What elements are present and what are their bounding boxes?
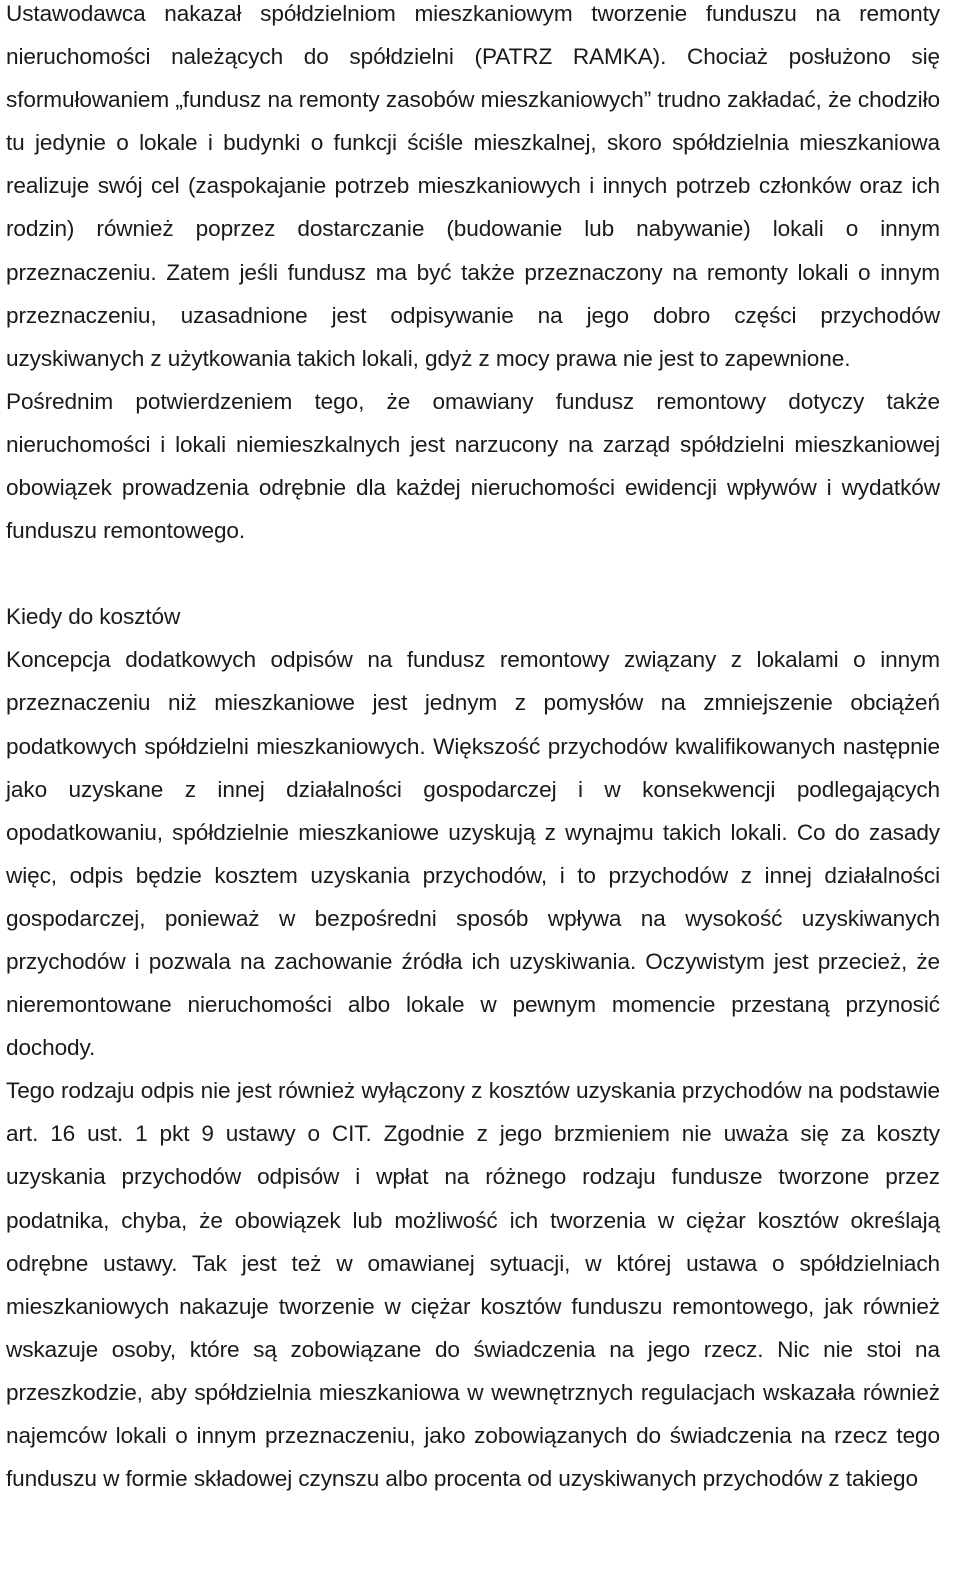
- section-gap: [6, 552, 940, 595]
- document-body: [6, 0, 940, 1500]
- paragraph-cit-exclusion: Tego rodzaju odpis nie jest również wyłączony z kosztów uzyskania przychodów na podstawie art. 16 ust. 1 pkt 9 ustawy o CIT. Zgodnie z jego brzmieniem nie uważa się za koszty uzyskania przychodów odpisów i wpłat na różnego rodzaju fundusze tworzone przez podatnika, chyba, że obowiązek lub możliwość ich tworzenia w ciężar kosztów określają odrębne ustawy. Tak jest też w omawianej sytuacji, w której ustawa o spółdzielniach mieszkaniowych nakazuje tworzenie w ciężar kosztów funduszu remontowego, jak również wskazuje osoby, które są zobowiązane do świadczenia na jego rzecz. Nic nie stoi na przeszkodzie, aby spółdzielnia mieszkaniowa w wewnętrznych regulacjach wskazała również najemców lokali o innym przeznaczeniu, jako zobowiązanych do świadczenia na rzecz tego funduszu w formie składowej czynszu albo procenta od uzyskiwanych przychodów z takiego: [6, 1078, 940, 1492]
- section-heading: Kiedy do kosztów: [6, 604, 181, 630]
- paragraph-tax-concept: Koncepcja dodatkowych odpisów na fundusz remontowy związany z lokalami o innym przeznaczeniu niż mieszkaniowe jest jednym z pomysłów na zmniejszenie obciążeń podatkowych spółdzielni mieszkaniowych. Większość przychodów kwalifikowanych następnie jako uzyskane z innej działalności gospodarczej i w konsekwencji podlegających opodatkowaniu, spółdzielnie mieszkaniowe uzyskują z wynajmu takich lokali. Co do zasady więc, odpis będzie kosztem uzyskania przychodów, i to przychodów z innej działalności gospodarczej, ponieważ w bezpośredni sposób wpływa na wysokość uzyskiwanych przychodów i pozwala na zachowanie źródła ich uzyskiwania. Oczywistym jest przecież, że nieremontowane nieruchomości albo lokale w pewnym momencie przestaną przynosić dochody.: [6, 647, 940, 1061]
- paragraph-fund-obligation: Ustawodawca nakazał spółdzielniom mieszkaniowym tworzenie funduszu na remonty nieruchomości należących do spółdzielni (PATRZ RAMKA). Chociaż posłużono się sformułowaniem „fundusz na remonty zasobów mieszkaniowych” trudno zakładać, że chodziło tu jedynie o lokale i budynki o funkcji ściśle mieszkalnej, skoro spółdzielnia mieszkaniowa realizuje swój cel (zaspokajanie potrzeb mieszkaniowych i innych potrzeb członków oraz ich rodzin) również poprzez dostarczanie (budowanie lub nabywanie) lokali o innym przeznaczeniu. Zatem jeśli fundusz ma być także przeznaczony na remonty lokali o innym przeznaczeniu, uzasadnione jest odpisywanie na jego dobro części przychodów uzyskiwanych z użytkowania takich lokali, gdyż z mocy prawa nie jest to zapewnione.: [6, 1, 940, 371]
- paragraph-indirect-confirmation: Pośrednim potwierdzeniem tego, że omawiany fundusz remontowy dotyczy także nieruchomości i lokali niemieszkalnych jest narzucony na zarząd spółdzielni mieszkaniowej obowiązek prowadzenia odrębnie dla każdej nieruchomości ewidencji wpływów i wydatków funduszu remontowego.: [6, 388, 940, 544]
